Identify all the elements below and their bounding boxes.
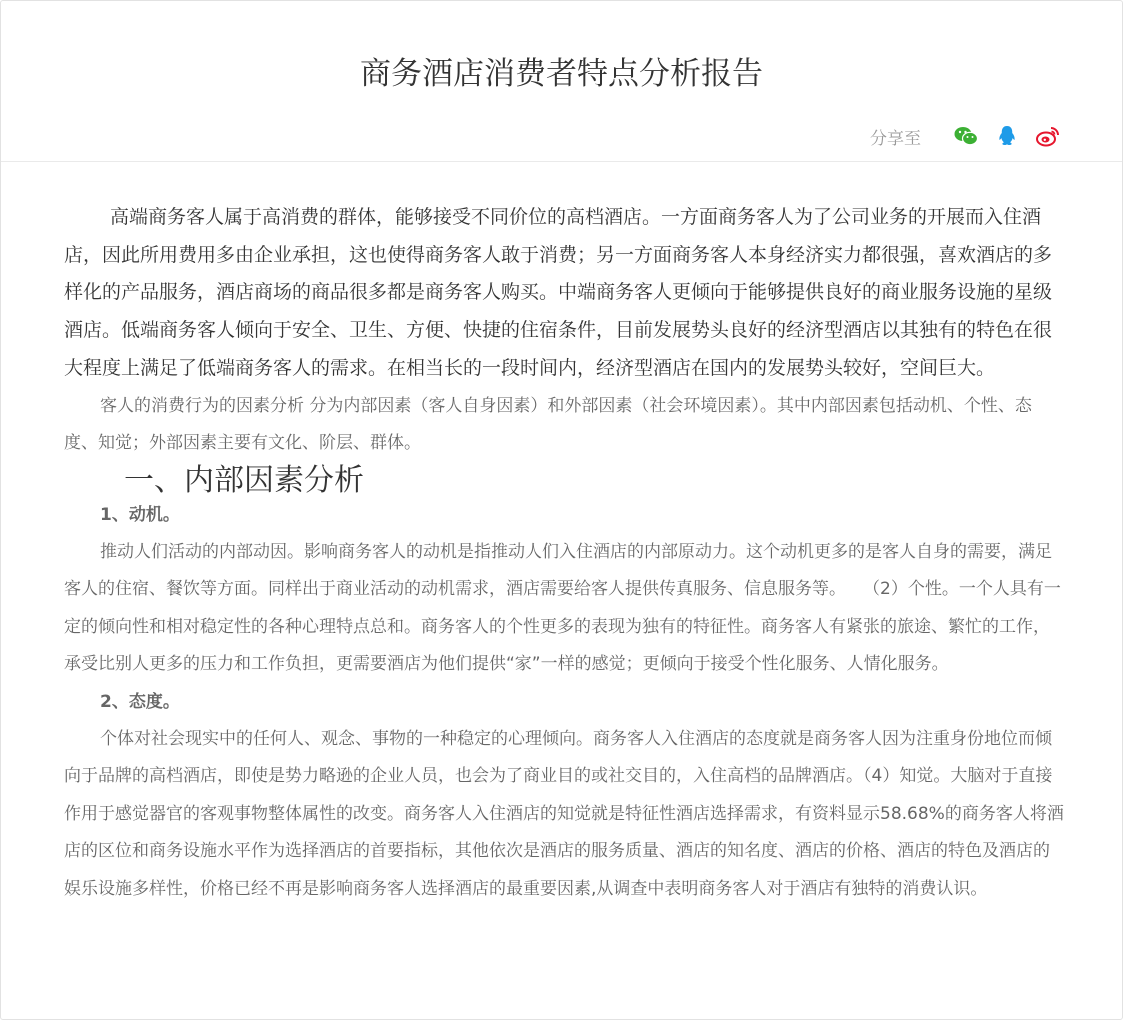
subheading-attitude: 2、态度。 xyxy=(100,691,180,712)
weibo-icon[interactable] xyxy=(1036,124,1060,148)
share-label: 分享至 xyxy=(870,128,921,149)
article-title: 商务酒店消费者特点分析报告 xyxy=(360,56,763,92)
intro-paragraph: 高端商务客人属于高消费的群体，能够接受不同价位的高档酒店。一方面商务客人为了公司业务的开展而入住酒店，因此所用费用多由企业承担，这也使得商务客人敢于消费；另一方面商务客人本身经济实力都很强，喜欢酒店的多样化的产品服务，酒店商场的商品很多都是商务客人购买。中端商务客人更倾向于能够提供良好的商业服务设施的星级酒店。低端商务客人倾向于安全、卫生、方便、快捷的住宿条件，目前发展势头良好的经济型酒店以其独有的特色在很大程度上满足了低端商务客人的需求。在相当长的一段时间内，经济型酒店在国内的发展势头较好，空间巨大。 xyxy=(64,206,1053,379)
section-heading: 一、内部因素分析 xyxy=(124,462,364,498)
subheading-motivation: 1、动机。 xyxy=(100,504,180,525)
motivation-paragraph: 推动人们活动的内部动因。影响商务客人的动机是指推动人们入住酒店的内部原动力。这个动机更多的是客人自身的需要，满足客人的住宿、餐饮等方面。同样出于商业活动的动机需求，酒店需要给客人提供传真服务、信息服务等。 （2）个性。一个人具有一定的倾向性和相对稳定性的各种心理特点总和。商务客人的个性更多的表现为独有的特征性。商务客人有紧张的旅途、繁忙的工作，承受比别人更多的压力和工作负担，更需要酒店为他们提供“家”一样的感觉；更倾向于接受个性化服务、人情化服务。 xyxy=(64,541,1061,675)
attitude-paragraph: 个体对社会现实中的任何人、观念、事物的一种稳定的心理倾向。商务客人入住酒店的态度就是商务客人因为注重身份地位而倾向于品牌的高档酒店，即使是势力略逊的企业人员，也会为了商业目的或社交目的，入住高档的品牌酒店。（4）知觉。大脑对于直接作用于感觉器官的客观事物整体属性的改变。商务客人入住酒店的知觉就是特征性酒店选择需求，有资料显示58.68%的商务客人将酒店的区位和商务设施水平作为选择酒店的首要指标，其他依次是酒店的服务质量、酒店的知名度、酒店的价格、酒店的特色及酒店的娱乐设施多样性，价格已经不再是影响商务客人选择酒店的最重要因素,从调查中表明商务客人对于酒店有独特的消费认识。 xyxy=(64,728,1064,899)
article-body xyxy=(64,199,1064,908)
article-header xyxy=(1,1,1122,162)
factors-paragraph: 客人的消费行为的因素分析 分为内部因素（客人自身因素）和外部因素（社会环境因素）。其中内部因素包括动机、个性、态度、知觉；外部因素主要有文化、阶层、群体。 xyxy=(64,395,1032,454)
wechat-icon[interactable] xyxy=(954,124,978,148)
share-bar xyxy=(870,122,1060,150)
qq-icon[interactable] xyxy=(995,124,1019,148)
